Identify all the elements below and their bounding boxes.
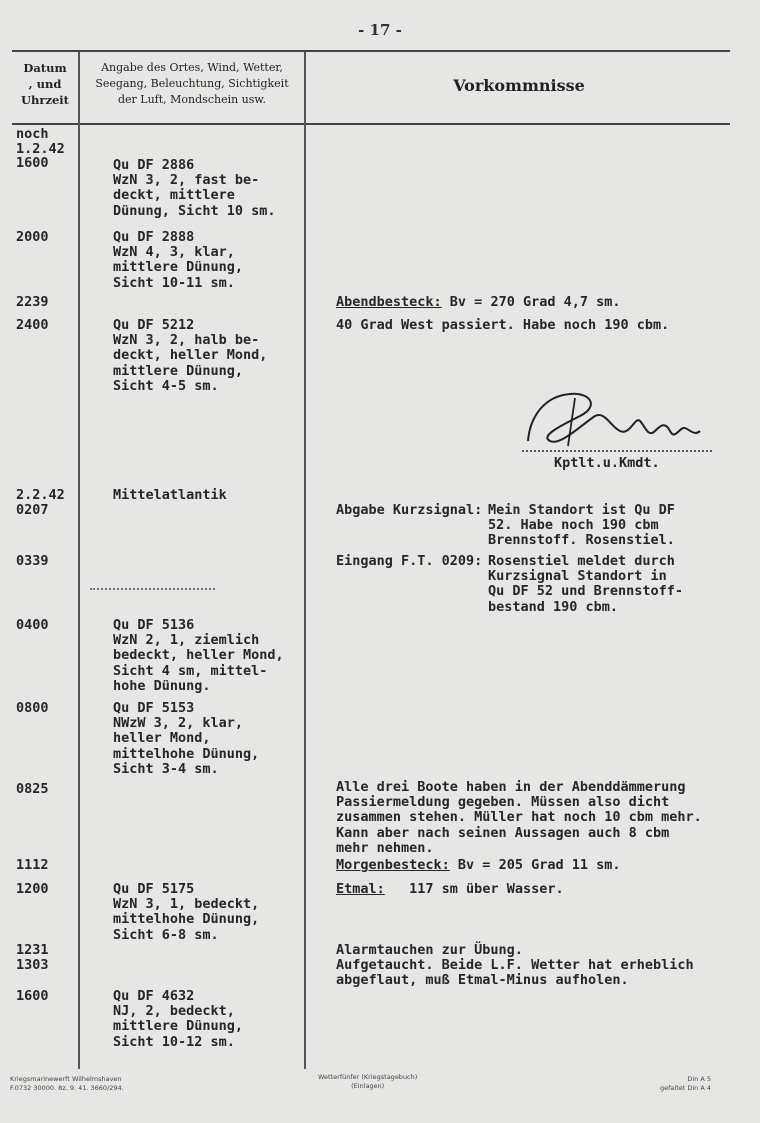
time-cell: 1600 bbox=[16, 988, 49, 1004]
location-cell: Qu DF 5212 WzN 3, 2, halb be- deckt, heller Mond, mittlere Dünung, Sicht 4-5 sm. bbox=[113, 317, 268, 394]
signature-icon bbox=[520, 386, 720, 451]
footer-form-name: Wetterfünfer (Kriegstagebuch) (Einlagen) bbox=[318, 1073, 418, 1090]
time-cell: 0207 bbox=[16, 502, 49, 518]
time-cell: 1200 bbox=[16, 881, 49, 897]
event-label: Abgabe Kurzsignal: bbox=[336, 502, 483, 518]
time-cell: 2000 bbox=[16, 229, 49, 245]
header-location-line3: der Luft, Mondschein usw. bbox=[117, 93, 267, 106]
event-cell: Alle drei Boote haben in der Abenddämmerung Passiermeldung gegeben. Müssen also dicht zusammen stehen. Müller hat noch 10 cbm mehr. Kann aber nach seinen Aussagen auch 8 cbm mehr nehmen. bbox=[336, 779, 702, 856]
location-cell: Qu DF 2886 WzN 3, 2, fast be- deckt, mittlere Dünung, Sicht 10 sm. bbox=[113, 157, 276, 219]
header-location-line2: Seegang, Beleuchtung, Sichtigkeit bbox=[95, 77, 289, 90]
footer-printer: Kriegsmarinewerft Wilhelmshaven F.0732 30000. 8z. 9. 41. 3660/294. bbox=[10, 1075, 124, 1092]
time-cell: 1600 bbox=[16, 155, 49, 171]
footer-paper-size: Din A 5 gefaltet Din A 4 bbox=[660, 1075, 712, 1092]
event-label: Eingang F.T. 0209: bbox=[336, 553, 483, 569]
time-cell: 1303 bbox=[16, 957, 49, 973]
event-cell bbox=[336, 858, 620, 873]
time-cell: 0339 bbox=[16, 553, 49, 569]
location-cell: Qu DF 2888 WzN 4, 3, klar, mittlere Dünung, Sicht 10-11 sm. bbox=[113, 229, 244, 291]
event-cell: Alarmtauchen zur Übung. bbox=[336, 942, 523, 958]
header-date-line3: Uhrzeit bbox=[21, 93, 69, 107]
header-date-line1: Datum bbox=[23, 61, 67, 75]
location-cell: Mittelatlantik bbox=[113, 487, 227, 503]
location-cell: Qu DF 5153 NWzW 3, 2, klar, heller Mond, mittelhohe Dünung, Sicht 3-4 sm. bbox=[113, 700, 260, 777]
event-text: Bv = 270 Grad 4,7 sm. bbox=[441, 294, 621, 310]
header-date-line2: , und bbox=[28, 77, 62, 91]
time-cell: 2.2.42 bbox=[16, 487, 65, 503]
time-cell: 0800 bbox=[16, 700, 49, 716]
event-label: Etmal: bbox=[336, 881, 385, 897]
time-cell: 2239 bbox=[16, 294, 49, 310]
signature-line bbox=[522, 450, 712, 452]
signature-title: Kptlt.u.Kmdt. bbox=[554, 455, 660, 471]
event-cell: 40 Grad West passiert. Habe noch 190 cbm. bbox=[336, 317, 670, 333]
event-text: Bv = 205 Grad 11 sm. bbox=[449, 857, 621, 873]
header-location-weather bbox=[82, 60, 302, 108]
top-rule bbox=[12, 50, 730, 52]
time-cell: 0825 bbox=[16, 781, 49, 797]
time-cell: 2400 bbox=[16, 317, 49, 333]
event-label: Abendbesteck: bbox=[336, 294, 442, 310]
location-cell: Qu DF 5175 WzN 3, 1, bedeckt, mittelhohe Dünung, Sicht 6-8 sm. bbox=[113, 881, 260, 943]
header-date-time bbox=[14, 60, 76, 108]
event-cell: Aufgetaucht. Beide L.F. Wetter hat erheblich abgeflaut, muß Etmal-Minus aufholen. bbox=[336, 957, 694, 989]
header-location-line1: Angabe des Ortes, Wind, Wetter, bbox=[101, 61, 283, 74]
page-number: - 17 - bbox=[358, 21, 402, 39]
header-events: Vorkommnisse bbox=[453, 76, 585, 95]
time-cell: 0400 bbox=[16, 617, 49, 633]
dotted-separator bbox=[90, 588, 215, 590]
time-cell: 1112 bbox=[16, 857, 49, 873]
event-label: Morgenbesteck: bbox=[336, 857, 450, 873]
column-divider-2 bbox=[304, 52, 306, 1069]
column-divider-1 bbox=[78, 52, 80, 1069]
event-cell bbox=[336, 295, 620, 310]
event-text: Rosenstiel meldet durch Kurzsignal Standort in Qu DF 52 und Brennstoff- bestand 190 cbm. bbox=[488, 553, 684, 615]
location-cell: Qu DF 4632 NJ, 2, bedeckt, mittlere Dünung, Sicht 10-12 sm. bbox=[113, 988, 244, 1050]
header-rule bbox=[12, 123, 730, 125]
event-cell bbox=[336, 882, 564, 897]
time-cell: noch 1.2.42 bbox=[16, 126, 65, 158]
event-text: 117 sm über Wasser. bbox=[384, 881, 564, 897]
time-cell: 1231 bbox=[16, 942, 49, 958]
location-cell: Qu DF 5136 WzN 2, 1, ziemlich bedeckt, heller Mond, Sicht 4 sm, mittel- hohe Dünung. bbox=[113, 617, 284, 694]
event-text: Mein Standort ist Qu DF 52. Habe noch 190 cbm Brennstoff. Rosenstiel. bbox=[488, 502, 675, 549]
